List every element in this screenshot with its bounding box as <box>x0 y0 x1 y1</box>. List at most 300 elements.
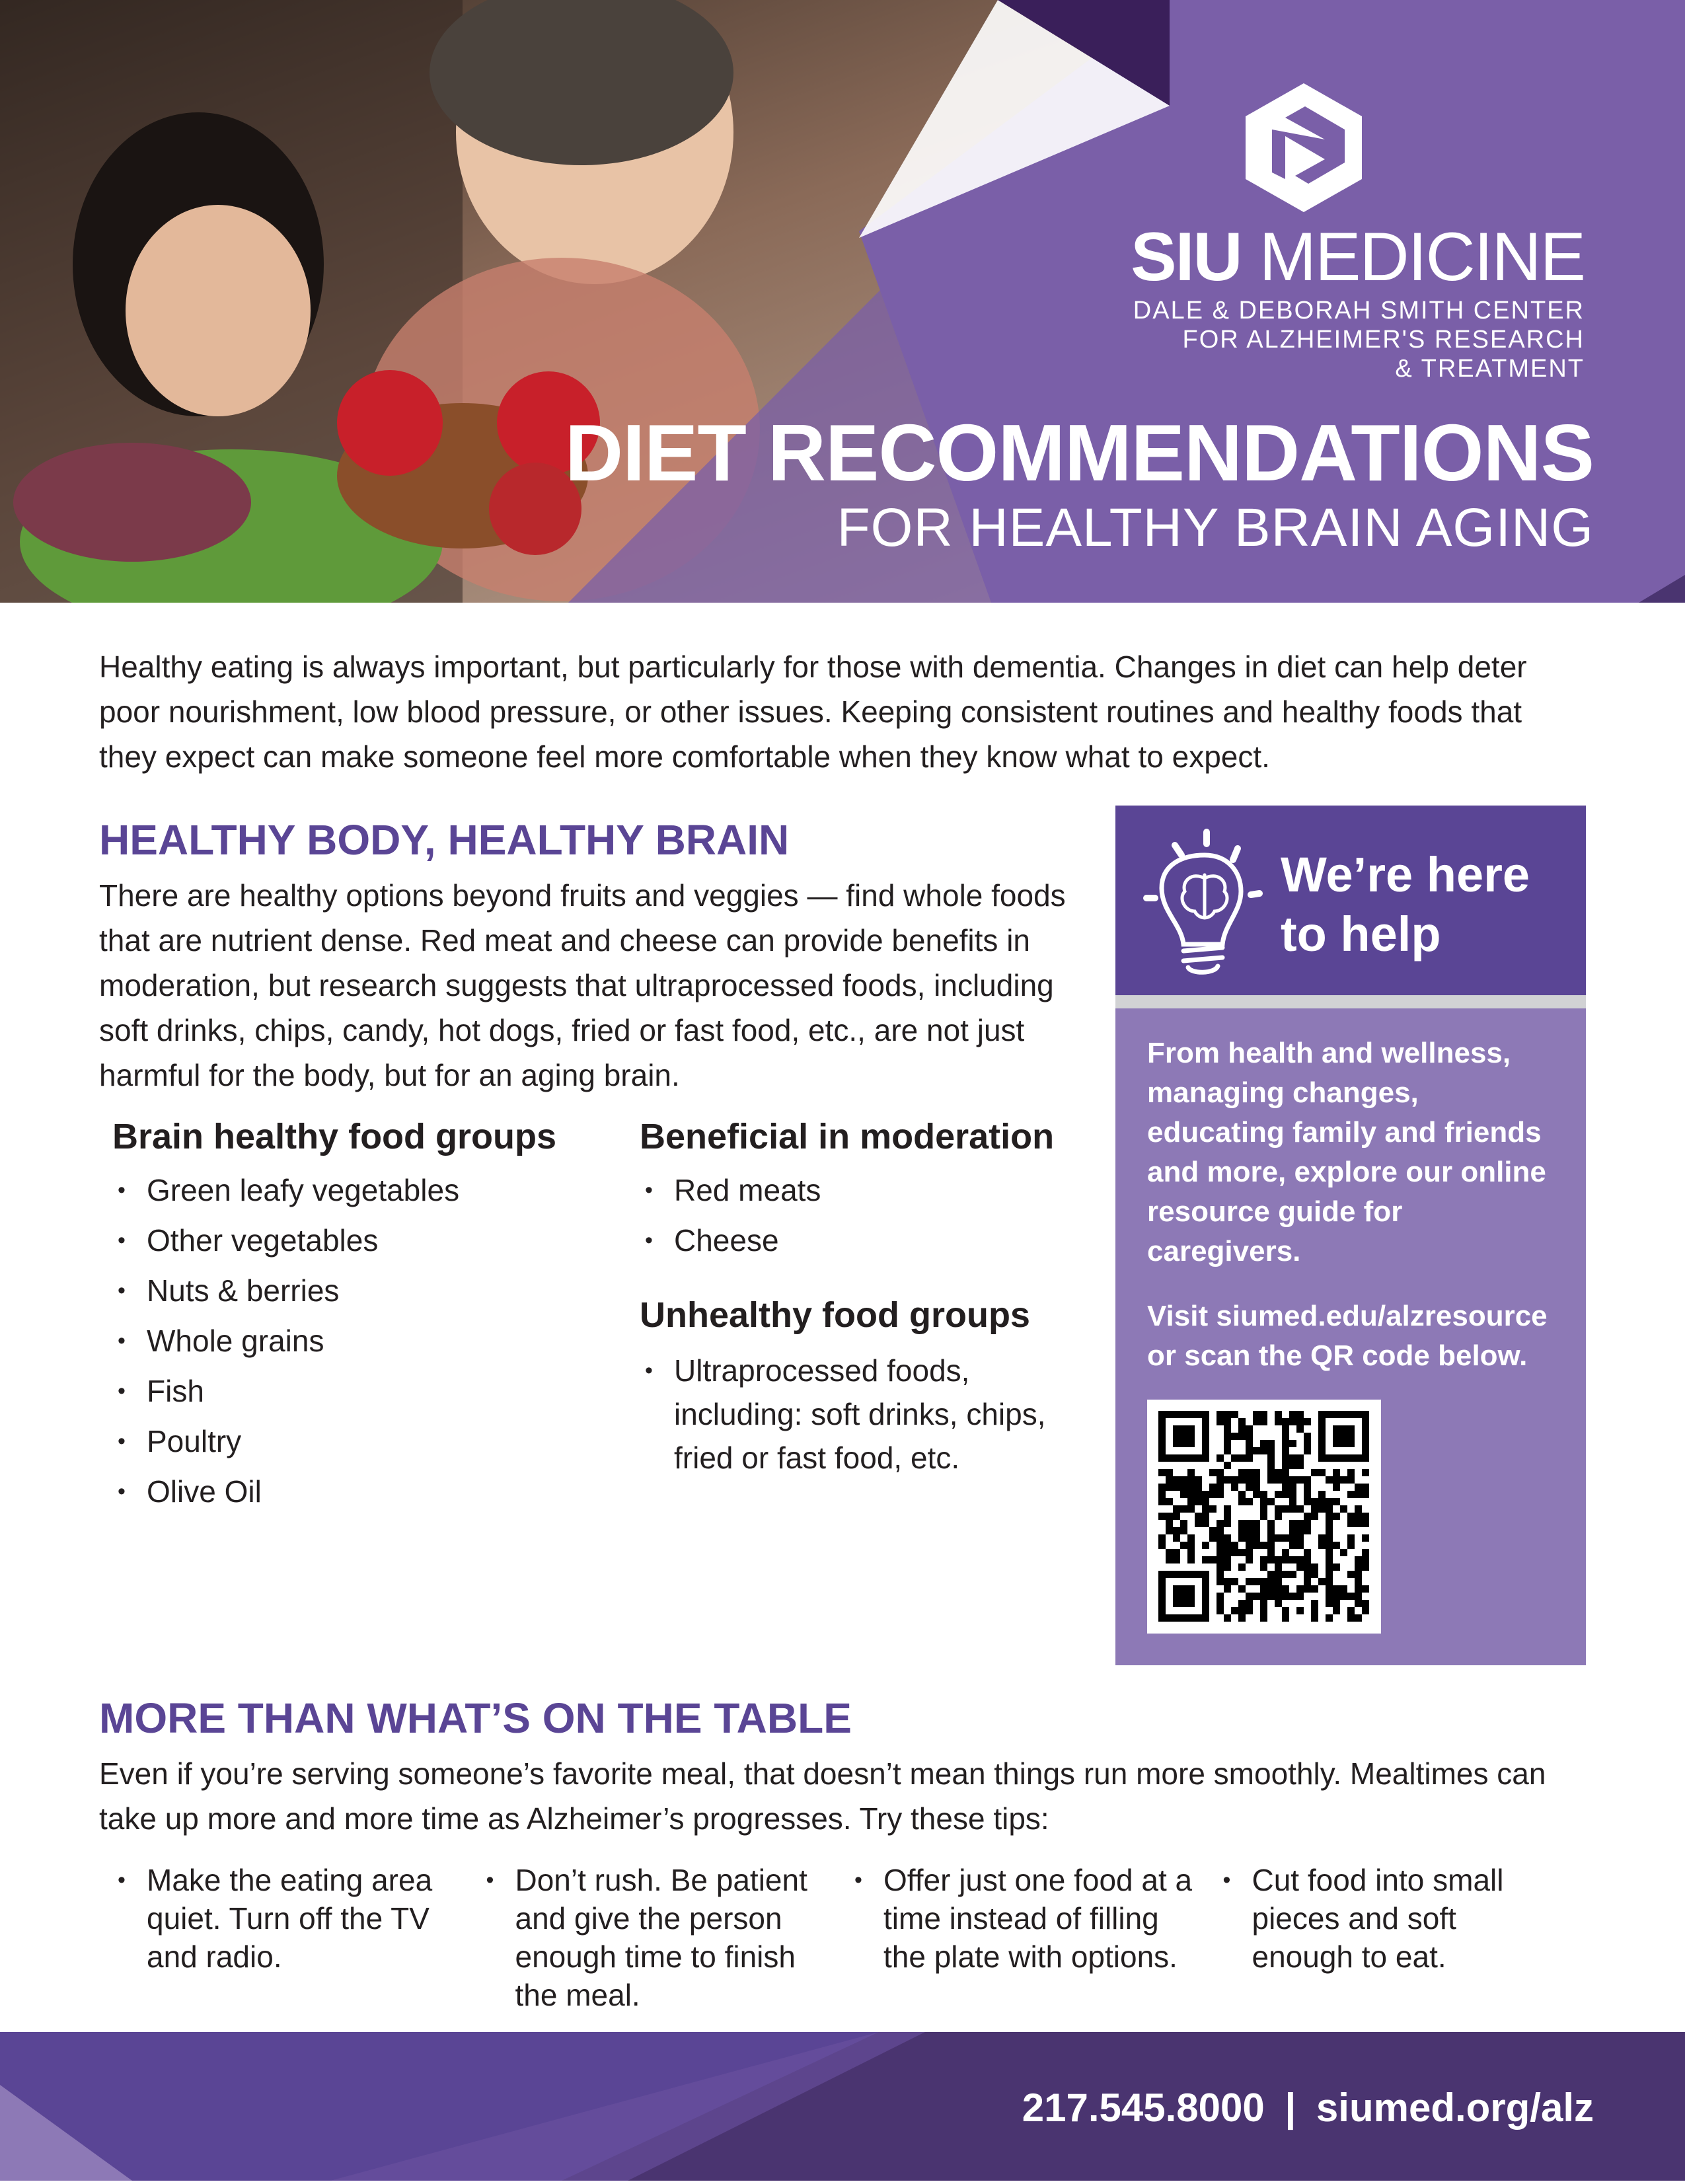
qr-module <box>1275 1505 1282 1513</box>
qr-module <box>1217 1556 1224 1563</box>
qr-module <box>1275 1556 1282 1563</box>
qr-module <box>1217 1593 1224 1600</box>
qr-module <box>1362 1491 1369 1498</box>
qr-module <box>1246 1607 1253 1614</box>
qr-module <box>1246 1549 1253 1556</box>
tip-list <box>1218 1861 1587 2014</box>
qr-module <box>1296 1462 1304 1469</box>
qr-module <box>1260 1614 1267 1622</box>
qr-module <box>1289 1556 1296 1563</box>
qr-module <box>1217 1607 1224 1614</box>
qr-module <box>1355 1484 1362 1491</box>
qr-module <box>1253 1593 1260 1600</box>
qr-module <box>1187 1484 1195 1491</box>
qr-module <box>1267 1549 1275 1556</box>
qr-module <box>1158 1469 1166 1476</box>
qr-module <box>1289 1505 1296 1513</box>
tip-list <box>481 1861 850 2014</box>
qr-module <box>1180 1491 1187 1498</box>
qr-module <box>1362 1563 1369 1571</box>
qr-module <box>1246 1593 1253 1600</box>
qr-module <box>1304 1585 1311 1593</box>
qr-module <box>1318 1469 1326 1476</box>
qr-module <box>1166 1549 1173 1556</box>
qr-module <box>1173 1476 1180 1484</box>
qr-module <box>1238 1563 1246 1571</box>
sidebar-description: From health and wellness, managing changes, educating family and friends and more, explore our online resource guide for caregivers. <box>1147 1037 1546 1267</box>
qr-module <box>1224 1556 1231 1563</box>
qr-module <box>1296 1607 1304 1614</box>
qr-module <box>1173 1425 1195 1447</box>
qr-module <box>1362 1549 1369 1556</box>
qr-module <box>1195 1484 1202 1491</box>
qr-module <box>1296 1585 1304 1593</box>
qr-module <box>1289 1440 1296 1447</box>
qr-module <box>1217 1484 1224 1491</box>
sidebar-header <box>1115 806 1586 995</box>
qr-module <box>1311 1469 1318 1476</box>
qr-module <box>1304 1433 1311 1440</box>
qr-module <box>1260 1585 1267 1593</box>
qr-module <box>1238 1607 1246 1614</box>
qr-module <box>1217 1454 1224 1462</box>
qr-module <box>1253 1469 1260 1476</box>
list-item: • Olive Oil <box>112 1466 640 1517</box>
qr-module <box>1267 1469 1275 1476</box>
qr-code-icon <box>1147 1400 1381 1634</box>
qr-module <box>1296 1476 1304 1484</box>
sidebar-visit-link[interactable]: Visit siumed.edu/alzresource or scan the QR code below. <box>1147 1300 1548 1372</box>
list-item: • Whole grains <box>112 1316 640 1366</box>
qr-module <box>1187 1491 1195 1498</box>
qr-module <box>1267 1447 1275 1454</box>
qr-module <box>1238 1491 1246 1498</box>
qr-module <box>1296 1593 1304 1600</box>
qr-module <box>1187 1542 1195 1549</box>
qr-module <box>1355 1563 1362 1571</box>
list-item: • Nuts & berries <box>112 1265 640 1316</box>
qr-module <box>1289 1491 1296 1498</box>
qr-module <box>1355 1571 1362 1578</box>
help-sidebar <box>1115 806 1586 1665</box>
qr-module <box>1333 1476 1340 1484</box>
qr-module <box>1224 1433 1231 1440</box>
qr-module <box>1311 1563 1318 1571</box>
qr-module <box>1347 1614 1355 1622</box>
qr-module <box>1275 1578 1282 1585</box>
qr-module <box>1267 1476 1275 1484</box>
qr-module <box>1224 1418 1231 1425</box>
qr-module <box>1209 1491 1217 1498</box>
qr-module <box>1355 1585 1362 1593</box>
qr-module <box>1282 1556 1289 1563</box>
qr-module <box>1195 1513 1202 1520</box>
qr-module <box>1246 1527 1253 1534</box>
qr-module <box>1340 1476 1347 1484</box>
qr-module <box>1318 1498 1326 1505</box>
qr-module <box>1318 1534 1326 1542</box>
qr-module <box>1304 1491 1311 1498</box>
qr-module <box>1282 1614 1289 1622</box>
qr-module <box>1311 1585 1318 1593</box>
moderation-column <box>640 1113 1089 1517</box>
qr-module <box>1260 1440 1267 1447</box>
qr-module <box>1267 1571 1275 1578</box>
qr-module <box>1333 1425 1355 1447</box>
qr-module <box>1355 1614 1362 1622</box>
qr-module <box>1217 1527 1224 1534</box>
qr-module <box>1326 1571 1333 1578</box>
qr-module <box>1217 1571 1224 1578</box>
healthy-body-main <box>99 806 1090 1517</box>
qr-module <box>1282 1593 1289 1600</box>
qr-module <box>1224 1614 1231 1622</box>
qr-module <box>1355 1593 1362 1600</box>
qr-module <box>1304 1571 1311 1578</box>
qr-module <box>1296 1563 1304 1571</box>
qr-module <box>1224 1542 1231 1549</box>
page-title: DIET RECOMMENDATIONS <box>565 408 1594 498</box>
qr-module <box>1267 1454 1275 1462</box>
qr-module <box>1275 1513 1282 1520</box>
qr-module <box>1173 1549 1180 1556</box>
center-name-line3: & TREATMENT <box>1395 355 1585 383</box>
qr-module <box>1282 1534 1289 1542</box>
qr-module <box>1267 1462 1275 1469</box>
qr-module <box>1202 1498 1209 1505</box>
qr-module <box>1209 1484 1217 1491</box>
qr-module <box>1187 1498 1195 1505</box>
food-group-lists <box>99 1113 1090 1517</box>
qr-module <box>1238 1476 1246 1484</box>
qr-module <box>1296 1418 1304 1425</box>
qr-module <box>1217 1542 1224 1549</box>
qr-module <box>1326 1513 1333 1520</box>
qr-module <box>1326 1556 1333 1563</box>
qr-module <box>1253 1578 1260 1585</box>
section-heading-more-than-table: MORE THAN WHAT’S ON THE TABLE <box>99 1694 852 1742</box>
center-name-line1: DALE & DEBORAH SMITH CENTER <box>1133 297 1585 324</box>
qr-module <box>1289 1484 1296 1491</box>
qr-module <box>1282 1505 1289 1513</box>
qr-module <box>1238 1425 1246 1433</box>
qr-module <box>1173 1585 1195 1607</box>
qr-module <box>1355 1600 1362 1607</box>
qr-module <box>1260 1607 1267 1614</box>
tip-item: • Cut food into small pieces and soft enough to eat. <box>1218 1861 1567 1976</box>
qr-module <box>1333 1600 1340 1607</box>
qr-module <box>1326 1476 1333 1484</box>
qr-module <box>1267 1498 1275 1505</box>
qr-module <box>1202 1505 1209 1513</box>
qr-module <box>1209 1556 1217 1563</box>
qr-module <box>1231 1476 1238 1484</box>
qr-module <box>1289 1542 1296 1549</box>
qr-module <box>1304 1476 1311 1484</box>
qr-module <box>1246 1578 1253 1585</box>
qr-module <box>1289 1520 1296 1527</box>
qr-module <box>1282 1447 1289 1454</box>
qr-module <box>1275 1411 1282 1418</box>
qr-module <box>1333 1585 1340 1593</box>
qr-module <box>1267 1534 1275 1542</box>
qr-module <box>1202 1542 1209 1549</box>
qr-module <box>1347 1513 1355 1520</box>
qr-module <box>1173 1513 1180 1520</box>
qr-module <box>1166 1527 1173 1534</box>
qr-module <box>1333 1607 1340 1614</box>
qr-module <box>1187 1505 1195 1513</box>
qr-module <box>1347 1607 1355 1614</box>
qr-module <box>1275 1476 1282 1484</box>
qr-module <box>1326 1585 1333 1593</box>
qr-module <box>1158 1534 1166 1542</box>
qr-module <box>1289 1534 1296 1542</box>
qr-module <box>1158 1498 1166 1505</box>
qr-module <box>1180 1484 1187 1491</box>
qr-module <box>1275 1563 1282 1571</box>
qr-module <box>1355 1578 1362 1585</box>
moderation-list <box>640 1165 1089 1265</box>
qr-module <box>1267 1593 1275 1600</box>
qr-module <box>1355 1556 1362 1563</box>
qr-module <box>1275 1469 1282 1476</box>
qr-module <box>1238 1549 1246 1556</box>
qr-module <box>1180 1542 1187 1549</box>
qr-module <box>1238 1600 1246 1607</box>
lightbulb-brain-icon <box>1139 825 1271 977</box>
logo-light: MEDICINE <box>1259 219 1585 295</box>
qr-module <box>1238 1520 1246 1527</box>
qr-module <box>1333 1542 1340 1549</box>
qr-module <box>1347 1520 1355 1527</box>
qr-module <box>1318 1505 1326 1513</box>
qr-module <box>1253 1520 1260 1527</box>
qr-module <box>1231 1411 1238 1418</box>
qr-module <box>1333 1498 1340 1505</box>
qr-module <box>1326 1549 1333 1556</box>
qr-module <box>1224 1513 1231 1520</box>
qr-module <box>1238 1527 1246 1534</box>
qr-module <box>1326 1614 1333 1622</box>
qr-module <box>1253 1527 1260 1534</box>
tips-row <box>99 1861 1586 2014</box>
qr-module <box>1231 1607 1238 1614</box>
qr-module <box>1260 1447 1267 1454</box>
qr-module <box>1260 1491 1267 1498</box>
qr-module <box>1166 1484 1173 1491</box>
qr-module <box>1333 1563 1340 1571</box>
list-item: • Other vegetables <box>112 1215 640 1265</box>
qr-module <box>1282 1491 1289 1498</box>
qr-module <box>1275 1600 1282 1607</box>
qr-module <box>1333 1513 1340 1520</box>
qr-module <box>1282 1585 1289 1593</box>
qr-module <box>1326 1578 1333 1585</box>
qr-module <box>1253 1411 1260 1418</box>
qr-module <box>1180 1476 1187 1484</box>
qr-module <box>1231 1454 1238 1462</box>
qr-module <box>1318 1491 1326 1498</box>
qr-module <box>1333 1484 1340 1491</box>
qr-module <box>1253 1484 1260 1491</box>
qr-module <box>1224 1578 1231 1585</box>
qr-module <box>1275 1585 1282 1593</box>
qr-module <box>1267 1556 1275 1563</box>
qr-module <box>1231 1542 1238 1549</box>
qr-module <box>1304 1513 1311 1520</box>
brain-healthy-heading: Brain healthy food groups <box>112 1117 557 1156</box>
qr-module <box>1267 1585 1275 1593</box>
qr-module <box>1362 1600 1369 1607</box>
qr-code[interactable] <box>1147 1400 1381 1634</box>
qr-module <box>1253 1476 1260 1484</box>
logo-bold: SIU <box>1131 219 1242 295</box>
list-item: • Red meats <box>640 1165 1089 1215</box>
qr-module <box>1209 1527 1217 1534</box>
qr-module <box>1238 1534 1246 1542</box>
qr-module <box>1246 1447 1253 1454</box>
qr-module <box>1224 1462 1231 1469</box>
qr-module <box>1231 1433 1238 1440</box>
qr-module <box>1296 1534 1304 1542</box>
qr-module <box>1260 1411 1267 1418</box>
qr-module <box>1217 1418 1224 1425</box>
qr-module <box>1260 1556 1267 1563</box>
qr-module <box>1166 1556 1173 1563</box>
qr-module <box>1238 1614 1246 1622</box>
qr-module <box>1282 1469 1289 1476</box>
qr-module <box>1166 1498 1173 1505</box>
qr-module <box>1217 1476 1224 1484</box>
qr-module <box>1333 1593 1340 1600</box>
qr-module <box>1224 1585 1231 1593</box>
qr-module <box>1202 1520 1209 1527</box>
qr-module <box>1282 1433 1289 1440</box>
list-item: • Green leafy vegetables <box>112 1165 640 1215</box>
qr-module <box>1238 1433 1246 1440</box>
qr-module <box>1217 1411 1224 1418</box>
qr-module <box>1217 1520 1224 1527</box>
qr-module <box>1362 1556 1369 1563</box>
qr-module <box>1296 1556 1304 1563</box>
qr-module <box>1217 1600 1224 1607</box>
qr-module <box>1231 1484 1238 1491</box>
qr-module <box>1224 1447 1231 1454</box>
qr-module <box>1217 1469 1224 1476</box>
qr-module <box>1296 1542 1304 1549</box>
qr-module <box>1260 1418 1267 1425</box>
healthy-body-section <box>99 806 1586 1665</box>
qr-module <box>1267 1440 1275 1447</box>
qr-module <box>1158 1491 1166 1498</box>
qr-module <box>1326 1527 1333 1534</box>
qr-module <box>1355 1505 1362 1513</box>
qr-module <box>1224 1505 1231 1513</box>
qr-module <box>1311 1513 1318 1520</box>
qr-module <box>1289 1571 1296 1578</box>
brain-healthy-column <box>112 1113 640 1517</box>
qr-module <box>1318 1578 1326 1585</box>
qr-module <box>1260 1600 1267 1607</box>
qr-module <box>1173 1505 1180 1513</box>
qr-module <box>1289 1527 1296 1534</box>
qr-module <box>1340 1593 1347 1600</box>
qr-module <box>1187 1556 1195 1563</box>
qr-module <box>1282 1476 1289 1484</box>
qr-module <box>1275 1593 1282 1600</box>
qr-module <box>1304 1498 1311 1505</box>
qr-module <box>1260 1498 1267 1505</box>
qr-module <box>1326 1505 1333 1513</box>
qr-module <box>1267 1542 1275 1549</box>
qr-module <box>1326 1534 1333 1542</box>
qr-module <box>1260 1505 1267 1513</box>
website-link[interactable]: siumed.org/alz <box>1316 2086 1594 2130</box>
qr-module <box>1304 1556 1311 1563</box>
qr-module <box>1260 1593 1267 1600</box>
qr-module <box>1362 1513 1369 1520</box>
qr-module <box>1267 1527 1275 1534</box>
qr-module <box>1362 1607 1369 1614</box>
qr-module <box>1187 1469 1195 1476</box>
qr-module <box>1282 1484 1289 1491</box>
qr-module <box>1304 1447 1311 1454</box>
qr-module <box>1304 1418 1311 1425</box>
qr-module <box>1202 1556 1209 1563</box>
qr-module <box>1333 1469 1340 1476</box>
qr-module <box>1231 1549 1238 1556</box>
qr-module <box>1289 1593 1296 1600</box>
siu-medicine-wordmark <box>1131 218 1585 297</box>
list-item: • Cheese <box>640 1215 1089 1265</box>
qr-module <box>1296 1527 1304 1534</box>
qr-module <box>1202 1491 1209 1498</box>
siu-logo-icon <box>1246 83 1362 212</box>
qr-module <box>1173 1556 1180 1563</box>
qr-module <box>1217 1563 1224 1571</box>
qr-module <box>1347 1491 1355 1498</box>
qr-module <box>1260 1563 1267 1571</box>
qr-module <box>1158 1513 1166 1520</box>
qr-module <box>1224 1549 1231 1556</box>
qr-module <box>1238 1585 1246 1593</box>
qr-module <box>1231 1578 1238 1585</box>
qr-module <box>1289 1476 1296 1484</box>
list-item: • Poultry <box>112 1416 640 1466</box>
qr-module <box>1362 1534 1369 1542</box>
qr-module <box>1296 1454 1304 1462</box>
qr-module <box>1326 1520 1333 1527</box>
qr-module <box>1238 1469 1246 1476</box>
phone-number[interactable]: 217.545.8000 <box>1022 2086 1265 2130</box>
qr-module <box>1253 1542 1260 1549</box>
qr-module <box>1224 1476 1231 1484</box>
qr-module <box>1166 1513 1173 1520</box>
qr-module <box>1260 1542 1267 1549</box>
qr-module <box>1282 1454 1289 1462</box>
unhealthy-list <box>640 1349 1089 1480</box>
qr-module <box>1217 1491 1224 1498</box>
qr-module <box>1217 1578 1224 1585</box>
qr-module <box>1282 1425 1289 1433</box>
more-than-table-section <box>99 1692 1586 2014</box>
qr-module <box>1173 1484 1180 1491</box>
qr-module <box>1246 1425 1253 1433</box>
qr-module <box>1195 1520 1202 1527</box>
qr-module <box>1238 1454 1246 1462</box>
section1-paragraph: There are healthy options beyond fruits and veggies — find whole foods that are nutrient dense. Red meat and cheese can provide benefits in moderation, but research suggests that ultraprocessed foods, including soft drinks, chips, candy, hot dogs, fried or fast food, etc., are not just harmful for the body, but for an aging brain. <box>99 878 1066 1092</box>
